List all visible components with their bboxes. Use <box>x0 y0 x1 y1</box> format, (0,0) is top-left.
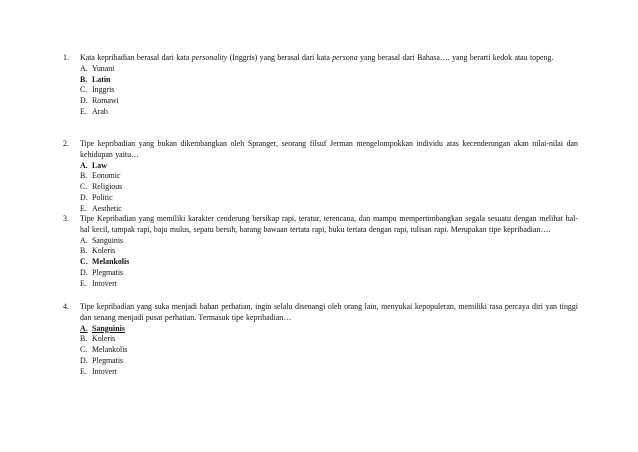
option-b: B. Koleris <box>80 246 116 256</box>
option-e: E. Aesthetic <box>80 203 122 213</box>
option-a-answer: A. Sanguinis <box>80 323 125 333</box>
italic-term: personality <box>191 53 228 62</box>
option-c-answer: C. Melankolis <box>80 257 130 267</box>
question-3 <box>63 214 578 290</box>
question-number: 3. <box>63 214 69 223</box>
option-e: E. Arab <box>80 106 108 116</box>
option-d: D. Politic <box>80 192 113 202</box>
option-c: C. Inggris <box>80 85 115 95</box>
question-text: Tipe kepribadian yang bukan dikembangkan oleh Spranger, seorang filsuf Jerman mengelompokkan individu atas kecenderungan akan nilai-nilai dan kehidupan yaitu… <box>80 139 578 159</box>
option-e: E. Intovert <box>80 278 117 288</box>
option-e: E. Intovert <box>80 366 117 376</box>
question-4 <box>63 302 578 378</box>
option-d: D. Plegmatis <box>80 267 124 277</box>
question-text: Kata kepribadian berasal dari kata personality (Inggris) yang berasal dari kata persona yang berasal dari Bahasa…. yang berarti kedok atau topeng. <box>80 53 554 62</box>
question-number: 1. <box>63 53 69 62</box>
option-b-answer: B. Latin <box>80 74 111 84</box>
option-b: B. Eonomic <box>80 171 121 181</box>
option-c: C. Religious <box>80 182 123 192</box>
option-d: D. Romawi <box>80 96 119 106</box>
option-a: A. Sanguinis <box>80 235 124 245</box>
option-c: C. Melankolis <box>80 345 128 355</box>
question-number: 4. <box>63 302 69 311</box>
question-2 <box>63 139 578 215</box>
option-d: D. Plegmatis <box>80 355 124 365</box>
question-text: Tipe kepribadian yang suka menjadi bahan perhatian, ingin selalu disenangi oleh orang lain, menyukai kepopuleran, memiliki rasa percaya diri yan tinggi dan senang menjadi pusat perhatian. Termasuk tipe kepribadian… <box>80 302 578 322</box>
option-a-answer: A. Law <box>80 160 107 170</box>
question-1 <box>63 53 578 118</box>
option-b: B. Koleris <box>80 334 116 344</box>
option-a: A. Yunani <box>80 63 115 73</box>
question-number: 2. <box>63 139 69 148</box>
italic-term: persona <box>332 53 358 62</box>
question-text: Tipe Kepribadian yang memiliki karakter cenderung bersikap rapi, teratur, terencana, dan mampu mempertimbangkan segala sesuatu dengan melihat hal- hal kecil, tampak rapi, baju mulus, sepatu bersih, barang bawaan tertata rapi, buku tertata dengan rapi, tulisan rapi. Merupakan tipe kepribadian…. <box>80 214 578 234</box>
